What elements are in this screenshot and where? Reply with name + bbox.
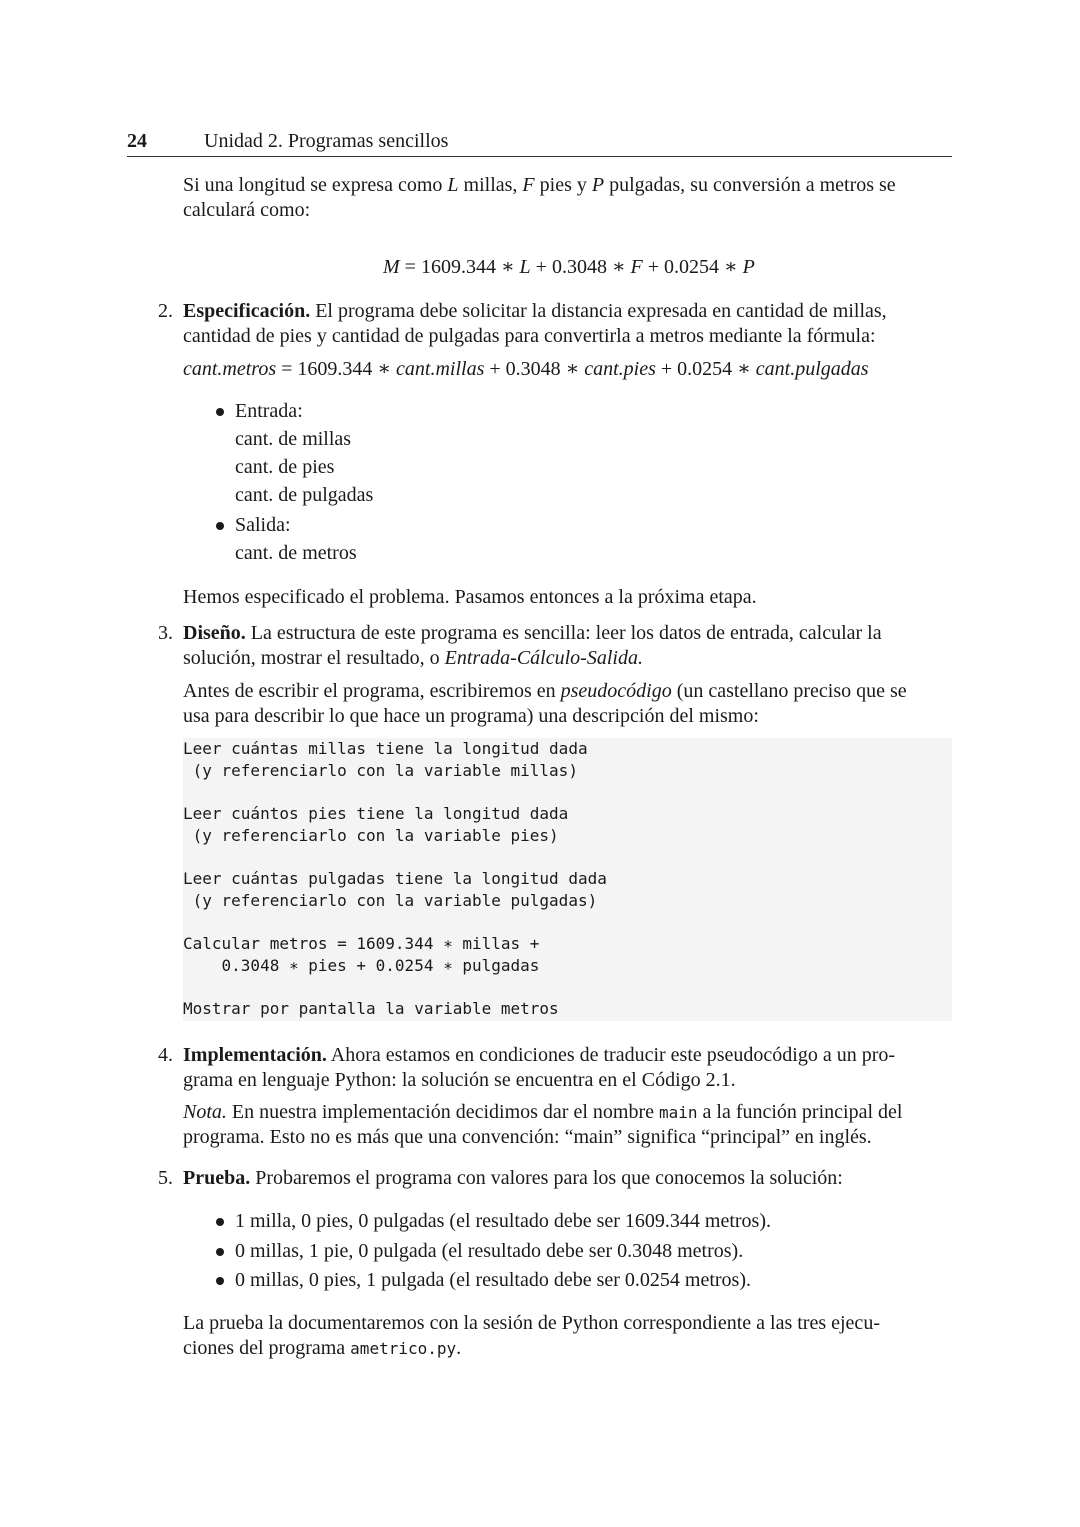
page-number: 24 xyxy=(127,130,147,152)
code-line: Mostrar por pantalla la variable metros xyxy=(183,999,559,1018)
header-rule xyxy=(127,156,952,157)
entrada-label: Entrada: xyxy=(235,400,303,422)
salida-label: Salida: xyxy=(235,514,291,536)
entrada-item: cant. de pulgadas xyxy=(235,484,374,506)
item-number-2: 2. xyxy=(158,300,173,322)
item3-line-1: Diseño. La estructura de este programa es sencilla: leer los datos de entrada, calcular la xyxy=(183,622,882,644)
item5-closing-line-2: ciones del programa ametrico.py. xyxy=(183,1337,462,1359)
item3-para2-line-1: Antes de escribir el programa, escribiremos en pseudocódigo (un castellano preciso que se xyxy=(183,680,907,702)
conversion-formula: M = 1609.344 ∗ L + 0.3048 ∗ F + 0.0254 ∗ P xyxy=(383,256,755,278)
bullet-dot xyxy=(216,1218,224,1226)
bullet-dot xyxy=(216,1277,224,1285)
entrada-item: cant. de pies xyxy=(235,456,335,478)
item4-line-2: grama en lenguaje Python: la solución se encuentra en el Código 2.1. xyxy=(183,1069,736,1091)
item-number-5: 5. xyxy=(158,1167,173,1189)
code-line: Leer cuántos pies tiene la longitud dada xyxy=(183,804,569,823)
code-line: (y referenciarlo con la variable pulgadas) xyxy=(183,891,598,910)
code-line: Leer cuántas pulgadas tiene la longitud dada xyxy=(183,869,607,888)
code-line: (y referenciarlo con la variable pies) xyxy=(183,826,559,845)
item2-formula: cant.metros = 1609.344 ∗ cant.millas + 0.3048 ∗ cant.pies + 0.0254 ∗ cant.pulgadas xyxy=(183,358,869,380)
code-line: (y referenciarlo con la variable millas) xyxy=(183,761,578,780)
item2-line-1: Especificación. El programa debe solicitar la distancia expresada en cantidad de millas, xyxy=(183,300,887,322)
intro-line-2: calculará como: xyxy=(183,199,311,221)
item5-line-1: Prueba. Probaremos el programa con valores para los que conocemos la solución: xyxy=(183,1167,843,1189)
item-number-3: 3. xyxy=(158,622,173,644)
item5-closing-line-1: La prueba la documentaremos con la sesión de Python correspondiente a las tres ejecu- xyxy=(183,1312,880,1334)
item4-note-line-2: programa. Esto no es más que una convención: “main” significa “principal” en inglés. xyxy=(183,1126,872,1148)
item4-note-line-1: Nota. En nuestra implementación decidimos dar el nombre main a la función principal del xyxy=(183,1101,903,1123)
item2-line-2: cantidad de pies y cantidad de pulgadas para convertirla a metros mediante la fórmula: xyxy=(183,325,876,347)
test-case-item: 0 millas, 0 pies, 1 pulgada (el resultado debe ser 0.0254 metros). xyxy=(235,1269,751,1291)
test-case-item: 0 millas, 1 pie, 0 pulgada (el resultado debe ser 0.3048 metros). xyxy=(235,1240,744,1262)
bullet-dot xyxy=(216,522,224,530)
item3-line-2: solución, mostrar el resultado, o Entrada-Cálculo-Salida. xyxy=(183,647,643,669)
item-number-4: 4. xyxy=(158,1044,173,1066)
code-line: Calcular metros = 1609.344 ∗ millas + xyxy=(183,934,540,953)
test-case-item: 1 milla, 0 pies, 0 pulgadas (el resultado debe ser 1609.344 metros). xyxy=(235,1210,771,1232)
item2-closing: Hemos especificado el problema. Pasamos entonces a la próxima etapa. xyxy=(183,586,757,608)
code-line: 0.3048 ∗ pies + 0.0254 ∗ pulgadas xyxy=(183,956,540,975)
running-header-title: Unidad 2. Programas sencillos xyxy=(204,130,449,152)
entrada-item: cant. de millas xyxy=(235,428,352,450)
item4-line-1: Implementación. Ahora estamos en condiciones de traducir este pseudocódigo a un pro- xyxy=(183,1044,896,1066)
item3-para2-line-2: usa para describir lo que hace un programa) una descripción del mismo: xyxy=(183,705,759,727)
salida-item: cant. de metros xyxy=(235,542,357,564)
code-line: Leer cuántas millas tiene la longitud dada xyxy=(183,739,588,758)
intro-line-1: Si una longitud se expresa como L millas, F pies y P pulgadas, su conversión a metros se xyxy=(183,174,896,196)
bullet-dot xyxy=(216,408,224,416)
bullet-dot xyxy=(216,1248,224,1256)
